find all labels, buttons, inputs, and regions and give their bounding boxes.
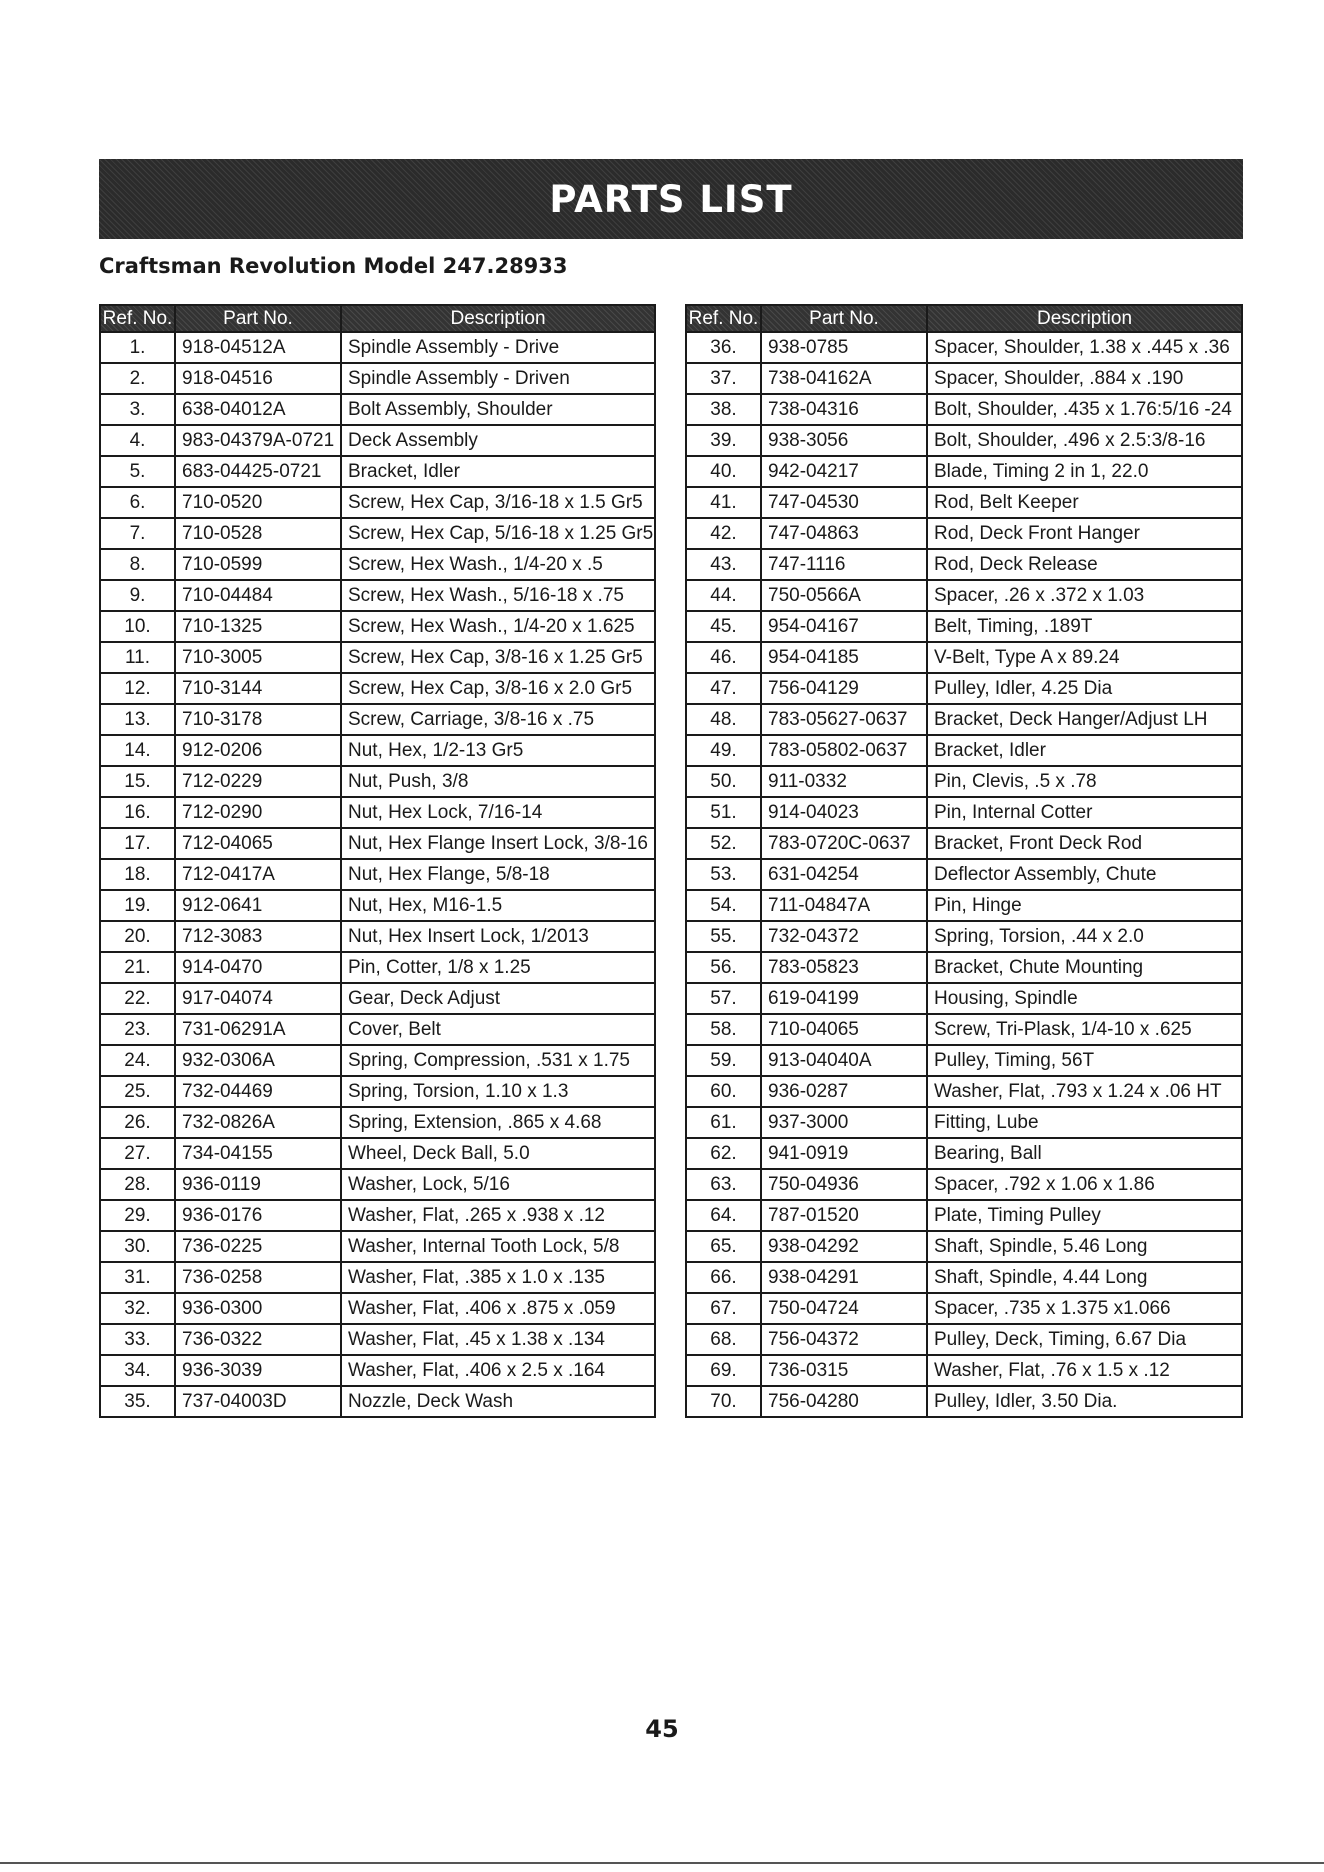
ref-no-cell: 47. bbox=[686, 673, 761, 704]
part-no-cell: 938-04292 bbox=[761, 1231, 927, 1262]
table-row bbox=[100, 1355, 655, 1386]
description-cell: Rod, Deck Front Hanger bbox=[927, 518, 1242, 549]
part-no-cell: 756-04280 bbox=[761, 1386, 927, 1417]
part-no-cell: 712-0229 bbox=[175, 766, 341, 797]
description-cell: Rod, Deck Release bbox=[927, 549, 1242, 580]
part-no-cell: 914-0470 bbox=[175, 952, 341, 983]
ref-no-cell: 29. bbox=[100, 1200, 175, 1231]
description-cell: Spacer, .735 x 1.375 x1.066 bbox=[927, 1293, 1242, 1324]
ref-no-cell: 63. bbox=[686, 1169, 761, 1200]
table-row bbox=[686, 1169, 1242, 1200]
table-body-right bbox=[686, 332, 1242, 1417]
table-row bbox=[100, 425, 655, 456]
description-cell: Nut, Hex, M16-1.5 bbox=[341, 890, 655, 921]
description-cell: Cover, Belt bbox=[341, 1014, 655, 1045]
table-row bbox=[686, 1200, 1242, 1231]
description-cell: Spindle Assembly - Driven bbox=[341, 363, 655, 394]
table-row bbox=[686, 1324, 1242, 1355]
column-header-part-no: Part No. bbox=[175, 305, 341, 332]
description-cell: Spacer, .792 x 1.06 x 1.86 bbox=[927, 1169, 1242, 1200]
part-no-cell: 912-0206 bbox=[175, 735, 341, 766]
description-cell: Washer, Flat, .385 x 1.0 x .135 bbox=[341, 1262, 655, 1293]
description-cell: Pin, Hinge bbox=[927, 890, 1242, 921]
part-no-cell: 712-0290 bbox=[175, 797, 341, 828]
description-cell: Pulley, Idler, 3.50 Dia. bbox=[927, 1386, 1242, 1417]
table-row bbox=[100, 363, 655, 394]
part-no-cell: 738-04162A bbox=[761, 363, 927, 394]
part-no-cell: 736-0315 bbox=[761, 1355, 927, 1386]
ref-no-cell: 9. bbox=[100, 580, 175, 611]
ref-no-cell: 40. bbox=[686, 456, 761, 487]
part-no-cell: 938-3056 bbox=[761, 425, 927, 456]
description-cell: Spring, Compression, .531 x 1.75 bbox=[341, 1045, 655, 1076]
part-no-cell: 747-04863 bbox=[761, 518, 927, 549]
part-no-cell: 913-04040A bbox=[761, 1045, 927, 1076]
description-cell: Wheel, Deck Ball, 5.0 bbox=[341, 1138, 655, 1169]
table-row bbox=[100, 1386, 655, 1417]
ref-no-cell: 12. bbox=[100, 673, 175, 704]
description-cell: Housing, Spindle bbox=[927, 983, 1242, 1014]
table-row bbox=[686, 1262, 1242, 1293]
table-row bbox=[686, 797, 1242, 828]
part-no-cell: 917-04074 bbox=[175, 983, 341, 1014]
table-row bbox=[686, 766, 1242, 797]
column-header-description: Description bbox=[341, 305, 655, 332]
part-no-cell: 932-0306A bbox=[175, 1045, 341, 1076]
table-row bbox=[100, 580, 655, 611]
part-no-cell: 710-0599 bbox=[175, 549, 341, 580]
part-no-cell: 712-3083 bbox=[175, 921, 341, 952]
ref-no-cell: 33. bbox=[100, 1324, 175, 1355]
description-cell: Washer, Flat, .76 x 1.5 x .12 bbox=[927, 1355, 1242, 1386]
ref-no-cell: 25. bbox=[100, 1076, 175, 1107]
ref-no-cell: 37. bbox=[686, 363, 761, 394]
ref-no-cell: 59. bbox=[686, 1045, 761, 1076]
part-no-cell: 756-04129 bbox=[761, 673, 927, 704]
page-title: PARTS LIST bbox=[549, 177, 793, 221]
table-row bbox=[686, 890, 1242, 921]
ref-no-cell: 16. bbox=[100, 797, 175, 828]
description-cell: Screw, Carriage, 3/8-16 x .75 bbox=[341, 704, 655, 735]
table-row bbox=[686, 1045, 1242, 1076]
ref-no-cell: 41. bbox=[686, 487, 761, 518]
description-cell: Nut, Hex Insert Lock, 1/2013 bbox=[341, 921, 655, 952]
table-row bbox=[100, 518, 655, 549]
part-no-cell: 750-0566A bbox=[761, 580, 927, 611]
description-cell: Washer, Flat, .45 x 1.38 x .134 bbox=[341, 1324, 655, 1355]
table-row bbox=[686, 673, 1242, 704]
ref-no-cell: 58. bbox=[686, 1014, 761, 1045]
table-row bbox=[100, 921, 655, 952]
description-cell: Deck Assembly bbox=[341, 425, 655, 456]
part-no-cell: 731-06291A bbox=[175, 1014, 341, 1045]
part-no-cell: 918-04516 bbox=[175, 363, 341, 394]
ref-no-cell: 55. bbox=[686, 921, 761, 952]
ref-no-cell: 31. bbox=[100, 1262, 175, 1293]
description-cell: Washer, Lock, 5/16 bbox=[341, 1169, 655, 1200]
table-row bbox=[100, 797, 655, 828]
ref-no-cell: 14. bbox=[100, 735, 175, 766]
part-no-cell: 736-0322 bbox=[175, 1324, 341, 1355]
parts-table-left bbox=[99, 304, 656, 1418]
description-cell: Screw, Hex Wash., 5/16-18 x .75 bbox=[341, 580, 655, 611]
part-no-cell: 711-04847A bbox=[761, 890, 927, 921]
description-cell: Spacer, Shoulder, .884 x .190 bbox=[927, 363, 1242, 394]
ref-no-cell: 7. bbox=[100, 518, 175, 549]
table-row bbox=[686, 580, 1242, 611]
part-no-cell: 936-0176 bbox=[175, 1200, 341, 1231]
ref-no-cell: 57. bbox=[686, 983, 761, 1014]
table-row bbox=[686, 1293, 1242, 1324]
part-no-cell: 732-0826A bbox=[175, 1107, 341, 1138]
description-cell: Spacer, Shoulder, 1.38 x .445 x .36 bbox=[927, 332, 1242, 363]
table-row bbox=[100, 704, 655, 735]
ref-no-cell: 10. bbox=[100, 611, 175, 642]
table-row bbox=[100, 1262, 655, 1293]
ref-no-cell: 21. bbox=[100, 952, 175, 983]
part-no-cell: 710-3144 bbox=[175, 673, 341, 704]
ref-no-cell: 61. bbox=[686, 1107, 761, 1138]
ref-no-cell: 56. bbox=[686, 952, 761, 983]
part-no-cell: 936-0300 bbox=[175, 1293, 341, 1324]
description-cell: Nut, Hex Flange Insert Lock, 3/8-16 bbox=[341, 828, 655, 859]
part-no-cell: 710-0528 bbox=[175, 518, 341, 549]
part-no-cell: 710-04484 bbox=[175, 580, 341, 611]
part-no-cell: 683-04425-0721 bbox=[175, 456, 341, 487]
description-cell: Plate, Timing Pulley bbox=[927, 1200, 1242, 1231]
ref-no-cell: 66. bbox=[686, 1262, 761, 1293]
description-cell: Nut, Hex Lock, 7/16-14 bbox=[341, 797, 655, 828]
part-no-cell: 783-0720C-0637 bbox=[761, 828, 927, 859]
part-no-cell: 936-0119 bbox=[175, 1169, 341, 1200]
description-cell: Bolt, Shoulder, .496 x 2.5:3/8-16 bbox=[927, 425, 1242, 456]
part-no-cell: 911-0332 bbox=[761, 766, 927, 797]
ref-no-cell: 22. bbox=[100, 983, 175, 1014]
description-cell: Gear, Deck Adjust bbox=[341, 983, 655, 1014]
description-cell: Spring, Torsion, .44 x 2.0 bbox=[927, 921, 1242, 952]
description-cell: Belt, Timing, .189T bbox=[927, 611, 1242, 642]
ref-no-cell: 18. bbox=[100, 859, 175, 890]
part-no-cell: 738-04316 bbox=[761, 394, 927, 425]
column-header-ref-no: Ref. No. bbox=[686, 305, 761, 332]
ref-no-cell: 70. bbox=[686, 1386, 761, 1417]
ref-no-cell: 38. bbox=[686, 394, 761, 425]
page-number: 45 bbox=[645, 1715, 679, 1743]
description-cell: Bracket, Idler bbox=[341, 456, 655, 487]
model-subtitle: Craftsman Revolution Model 247.28933 bbox=[99, 254, 568, 278]
ref-no-cell: 49. bbox=[686, 735, 761, 766]
part-no-cell: 750-04936 bbox=[761, 1169, 927, 1200]
part-no-cell: 954-04185 bbox=[761, 642, 927, 673]
description-cell: Bolt, Shoulder, .435 x 1.76:5/16 -24 bbox=[927, 394, 1242, 425]
part-no-cell: 732-04469 bbox=[175, 1076, 341, 1107]
description-cell: Spindle Assembly - Drive bbox=[341, 332, 655, 363]
ref-no-cell: 32. bbox=[100, 1293, 175, 1324]
part-no-cell: 712-0417A bbox=[175, 859, 341, 890]
ref-no-cell: 17. bbox=[100, 828, 175, 859]
table-row bbox=[686, 1107, 1242, 1138]
description-cell: Pin, Cotter, 1/8 x 1.25 bbox=[341, 952, 655, 983]
part-no-cell: 938-0785 bbox=[761, 332, 927, 363]
column-header-part-no: Part No. bbox=[761, 305, 927, 332]
ref-no-cell: 24. bbox=[100, 1045, 175, 1076]
ref-no-cell: 46. bbox=[686, 642, 761, 673]
table-row bbox=[686, 1355, 1242, 1386]
column-header-description: Description bbox=[927, 305, 1242, 332]
part-no-cell: 736-0258 bbox=[175, 1262, 341, 1293]
ref-no-cell: 11. bbox=[100, 642, 175, 673]
part-no-cell: 734-04155 bbox=[175, 1138, 341, 1169]
ref-no-cell: 67. bbox=[686, 1293, 761, 1324]
table-row bbox=[100, 611, 655, 642]
description-cell: Spring, Extension, .865 x 4.68 bbox=[341, 1107, 655, 1138]
description-cell: Deflector Assembly, Chute bbox=[927, 859, 1242, 890]
table-row bbox=[686, 1138, 1242, 1169]
table-row bbox=[100, 456, 655, 487]
bottom-rule bbox=[0, 1862, 1324, 1864]
description-cell: Bracket, Chute Mounting bbox=[927, 952, 1242, 983]
table-row bbox=[100, 766, 655, 797]
table-row bbox=[100, 1076, 655, 1107]
table-row bbox=[100, 487, 655, 518]
description-cell: Washer, Flat, .406 x .875 x .059 bbox=[341, 1293, 655, 1324]
column-header-ref-no: Ref. No. bbox=[100, 305, 175, 332]
description-cell: Screw, Hex Cap, 3/16-18 x 1.5 Gr5 bbox=[341, 487, 655, 518]
table-row bbox=[100, 1324, 655, 1355]
ref-no-cell: 5. bbox=[100, 456, 175, 487]
ref-no-cell: 54. bbox=[686, 890, 761, 921]
ref-no-cell: 64. bbox=[686, 1200, 761, 1231]
part-no-cell: 787-01520 bbox=[761, 1200, 927, 1231]
table-row bbox=[100, 673, 655, 704]
description-cell: Pulley, Timing, 56T bbox=[927, 1045, 1242, 1076]
ref-no-cell: 1. bbox=[100, 332, 175, 363]
table-row bbox=[100, 828, 655, 859]
description-cell: Screw, Hex Cap, 3/8-16 x 2.0 Gr5 bbox=[341, 673, 655, 704]
ref-no-cell: 23. bbox=[100, 1014, 175, 1045]
description-cell: Bolt Assembly, Shoulder bbox=[341, 394, 655, 425]
ref-no-cell: 43. bbox=[686, 549, 761, 580]
table-row bbox=[686, 952, 1242, 983]
ref-no-cell: 53. bbox=[686, 859, 761, 890]
description-cell: Nut, Hex Flange, 5/8-18 bbox=[341, 859, 655, 890]
description-cell: Washer, Flat, .265 x .938 x .12 bbox=[341, 1200, 655, 1231]
description-cell: Shaft, Spindle, 5.46 Long bbox=[927, 1231, 1242, 1262]
description-cell: Shaft, Spindle, 4.44 Long bbox=[927, 1262, 1242, 1293]
table-row bbox=[100, 1014, 655, 1045]
ref-no-cell: 30. bbox=[100, 1231, 175, 1262]
description-cell: Bracket, Idler bbox=[927, 735, 1242, 766]
description-cell: Nut, Push, 3/8 bbox=[341, 766, 655, 797]
table-row bbox=[100, 890, 655, 921]
part-no-cell: 712-04065 bbox=[175, 828, 341, 859]
description-cell: Screw, Hex Cap, 3/8-16 x 1.25 Gr5 bbox=[341, 642, 655, 673]
table-row bbox=[686, 549, 1242, 580]
part-no-cell: 710-3005 bbox=[175, 642, 341, 673]
table-row bbox=[686, 456, 1242, 487]
part-no-cell: 756-04372 bbox=[761, 1324, 927, 1355]
part-no-cell: 737-04003D bbox=[175, 1386, 341, 1417]
part-no-cell: 938-04291 bbox=[761, 1262, 927, 1293]
table-row bbox=[686, 394, 1242, 425]
table-row bbox=[686, 983, 1242, 1014]
table-header-row bbox=[686, 305, 1242, 332]
table-row bbox=[686, 518, 1242, 549]
part-no-cell: 747-1116 bbox=[761, 549, 927, 580]
table-header-row bbox=[100, 305, 655, 332]
ref-no-cell: 27. bbox=[100, 1138, 175, 1169]
ref-no-cell: 42. bbox=[686, 518, 761, 549]
table-row bbox=[686, 363, 1242, 394]
table-row bbox=[100, 1045, 655, 1076]
ref-no-cell: 3. bbox=[100, 394, 175, 425]
table-row bbox=[686, 1231, 1242, 1262]
ref-no-cell: 36. bbox=[686, 332, 761, 363]
table-row bbox=[100, 1169, 655, 1200]
ref-no-cell: 69. bbox=[686, 1355, 761, 1386]
description-cell: Bearing, Ball bbox=[927, 1138, 1242, 1169]
table-row bbox=[686, 611, 1242, 642]
ref-no-cell: 44. bbox=[686, 580, 761, 611]
ref-no-cell: 15. bbox=[100, 766, 175, 797]
table-row bbox=[100, 983, 655, 1014]
part-no-cell: 936-3039 bbox=[175, 1355, 341, 1386]
ref-no-cell: 19. bbox=[100, 890, 175, 921]
description-cell: Blade, Timing 2 in 1, 22.0 bbox=[927, 456, 1242, 487]
table-row bbox=[100, 1231, 655, 1262]
table-row bbox=[686, 735, 1242, 766]
table-row bbox=[686, 642, 1242, 673]
part-no-cell: 918-04512A bbox=[175, 332, 341, 363]
part-no-cell: 936-0287 bbox=[761, 1076, 927, 1107]
part-no-cell: 942-04217 bbox=[761, 456, 927, 487]
part-no-cell: 638-04012A bbox=[175, 394, 341, 425]
table-row bbox=[100, 952, 655, 983]
part-no-cell: 710-0520 bbox=[175, 487, 341, 518]
ref-no-cell: 28. bbox=[100, 1169, 175, 1200]
part-no-cell: 747-04530 bbox=[761, 487, 927, 518]
part-no-cell: 750-04724 bbox=[761, 1293, 927, 1324]
part-no-cell: 914-04023 bbox=[761, 797, 927, 828]
description-cell: Spring, Torsion, 1.10 x 1.3 bbox=[341, 1076, 655, 1107]
table-row bbox=[686, 1014, 1242, 1045]
part-no-cell: 783-05627-0637 bbox=[761, 704, 927, 735]
part-no-cell: 710-3178 bbox=[175, 704, 341, 735]
part-no-cell: 619-04199 bbox=[761, 983, 927, 1014]
table-row bbox=[100, 549, 655, 580]
part-no-cell: 912-0641 bbox=[175, 890, 341, 921]
ref-no-cell: 62. bbox=[686, 1138, 761, 1169]
description-cell: Fitting, Lube bbox=[927, 1107, 1242, 1138]
description-cell: V-Belt, Type A x 89.24 bbox=[927, 642, 1242, 673]
ref-no-cell: 8. bbox=[100, 549, 175, 580]
description-cell: Pulley, Idler, 4.25 Dia bbox=[927, 673, 1242, 704]
ref-no-cell: 26. bbox=[100, 1107, 175, 1138]
description-cell: Screw, Hex Cap, 5/16-18 x 1.25 Gr5 bbox=[341, 518, 655, 549]
description-cell: Pulley, Deck, Timing, 6.67 Dia bbox=[927, 1324, 1242, 1355]
ref-no-cell: 68. bbox=[686, 1324, 761, 1355]
part-no-cell: 954-04167 bbox=[761, 611, 927, 642]
ref-no-cell: 60. bbox=[686, 1076, 761, 1107]
ref-no-cell: 50. bbox=[686, 766, 761, 797]
description-cell: Washer, Flat, .406 x 2.5 x .164 bbox=[341, 1355, 655, 1386]
description-cell: Washer, Internal Tooth Lock, 5/8 bbox=[341, 1231, 655, 1262]
part-no-cell: 783-05823 bbox=[761, 952, 927, 983]
part-no-cell: 732-04372 bbox=[761, 921, 927, 952]
table-row bbox=[686, 704, 1242, 735]
ref-no-cell: 39. bbox=[686, 425, 761, 456]
table-row bbox=[100, 1293, 655, 1324]
part-no-cell: 937-3000 bbox=[761, 1107, 927, 1138]
table-body-left bbox=[100, 332, 655, 1417]
table-row bbox=[686, 425, 1242, 456]
table-row bbox=[686, 921, 1242, 952]
ref-no-cell: 34. bbox=[100, 1355, 175, 1386]
table-row bbox=[686, 332, 1242, 363]
ref-no-cell: 45. bbox=[686, 611, 761, 642]
table-row bbox=[100, 735, 655, 766]
ref-no-cell: 51. bbox=[686, 797, 761, 828]
description-cell: Bracket, Deck Hanger/Adjust LH bbox=[927, 704, 1242, 735]
table-row bbox=[100, 1200, 655, 1231]
description-cell: Nozzle, Deck Wash bbox=[341, 1386, 655, 1417]
part-no-cell: 631-04254 bbox=[761, 859, 927, 890]
table-row bbox=[686, 1076, 1242, 1107]
description-cell: Pin, Clevis, .5 x .78 bbox=[927, 766, 1242, 797]
ref-no-cell: 65. bbox=[686, 1231, 761, 1262]
table-row bbox=[686, 828, 1242, 859]
ref-no-cell: 6. bbox=[100, 487, 175, 518]
description-cell: Bracket, Front Deck Rod bbox=[927, 828, 1242, 859]
table-row bbox=[100, 332, 655, 363]
parts-table-right bbox=[685, 304, 1243, 1418]
parts-list-banner bbox=[99, 159, 1243, 239]
description-cell: Pin, Internal Cotter bbox=[927, 797, 1242, 828]
ref-no-cell: 48. bbox=[686, 704, 761, 735]
part-no-cell: 710-04065 bbox=[761, 1014, 927, 1045]
ref-no-cell: 52. bbox=[686, 828, 761, 859]
table-row bbox=[100, 1138, 655, 1169]
part-no-cell: 710-1325 bbox=[175, 611, 341, 642]
part-no-cell: 941-0919 bbox=[761, 1138, 927, 1169]
part-no-cell: 736-0225 bbox=[175, 1231, 341, 1262]
description-cell: Screw, Tri-Plask, 1/4-10 x .625 bbox=[927, 1014, 1242, 1045]
description-cell: Nut, Hex, 1/2-13 Gr5 bbox=[341, 735, 655, 766]
description-cell: Rod, Belt Keeper bbox=[927, 487, 1242, 518]
ref-no-cell: 2. bbox=[100, 363, 175, 394]
ref-no-cell: 13. bbox=[100, 704, 175, 735]
description-cell: Screw, Hex Wash., 1/4-20 x .5 bbox=[341, 549, 655, 580]
table-row bbox=[100, 859, 655, 890]
ref-no-cell: 20. bbox=[100, 921, 175, 952]
table-row bbox=[686, 859, 1242, 890]
table-row bbox=[100, 394, 655, 425]
table-row bbox=[686, 487, 1242, 518]
ref-no-cell: 4. bbox=[100, 425, 175, 456]
table-row bbox=[100, 1107, 655, 1138]
description-cell: Spacer, .26 x .372 x 1.03 bbox=[927, 580, 1242, 611]
ref-no-cell: 35. bbox=[100, 1386, 175, 1417]
description-cell: Washer, Flat, .793 x 1.24 x .06 HT bbox=[927, 1076, 1242, 1107]
table-row bbox=[100, 642, 655, 673]
part-no-cell: 983-04379A-0721 bbox=[175, 425, 341, 456]
description-cell: Screw, Hex Wash., 1/4-20 x 1.625 bbox=[341, 611, 655, 642]
part-no-cell: 783-05802-0637 bbox=[761, 735, 927, 766]
table-row bbox=[686, 1386, 1242, 1417]
